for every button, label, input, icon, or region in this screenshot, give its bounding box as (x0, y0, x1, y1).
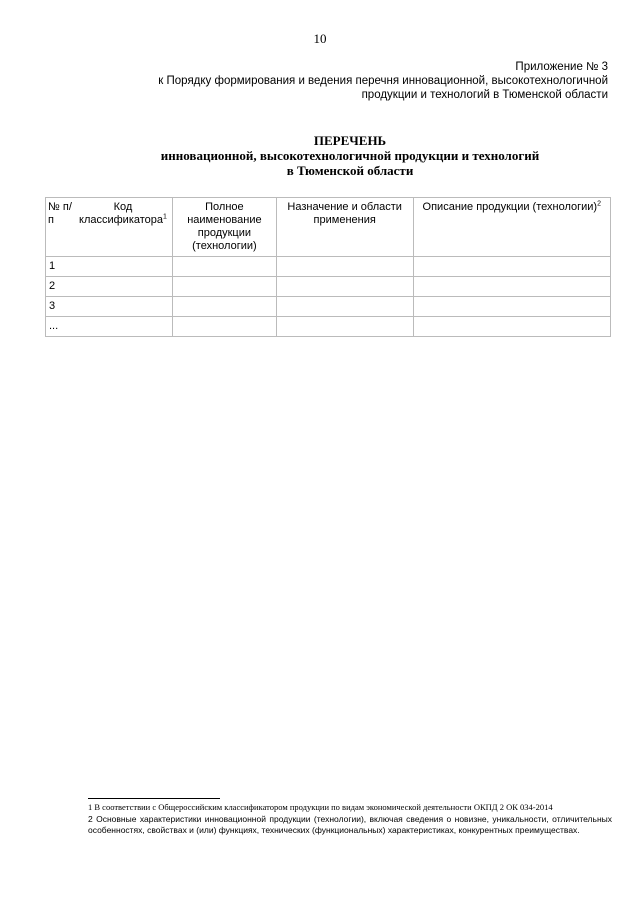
header-description-text: Описание продукции (технологии) (422, 201, 598, 213)
table-row (46, 257, 611, 277)
table-header-row (46, 198, 611, 257)
appendix-line-3: продукции и технологий в Тюменской области (361, 89, 608, 101)
row-number: 1 (46, 257, 173, 277)
document-title (0, 133, 640, 178)
table-row (46, 277, 611, 297)
row-cell (276, 277, 413, 297)
row-cell (172, 277, 276, 297)
row-cell (413, 317, 610, 337)
title-line-2: инновационной, высокотехнологичной продукции и технологий (160, 148, 540, 163)
row-number: 2 (46, 277, 173, 297)
footnote-1: 1 В соответствии с Общероссийским классификатором продукции по видам экономической деятельности ОКПД 2 ОК 034-2014 (88, 802, 553, 812)
title-line-3: в Тюменской области (286, 163, 414, 178)
header-name: Полное наименование продукции (технологии) (172, 198, 276, 257)
page-number: 10 (313, 31, 327, 46)
footnote-divider (88, 798, 220, 799)
header-code-footnote-mark: 1 (163, 213, 167, 221)
table-row (46, 297, 611, 317)
row-cell (413, 257, 610, 277)
header-num-code (46, 198, 173, 257)
header-code-text: Код классификатора (79, 201, 164, 226)
header-num: № п/п (48, 201, 72, 226)
row-cell (276, 317, 413, 337)
appendix-line-2: к Порядку формирования и ведения перечня инновационной, высокотехнологичной (158, 75, 608, 87)
row-cell (413, 277, 610, 297)
footnotes (88, 802, 612, 836)
header-code (74, 198, 172, 250)
header-description (413, 198, 610, 257)
row-number: ... (46, 317, 173, 337)
header-description-footnote-mark: 2 (597, 200, 601, 208)
row-cell (276, 297, 413, 317)
products-table (45, 197, 611, 337)
row-cell (276, 257, 413, 277)
header-purpose: Назначение и области применения (276, 198, 413, 257)
row-number: 3 (46, 297, 173, 317)
row-cell (413, 297, 610, 317)
footnote-2: 2 Основные характеристики инновационной продукции (технологии), включая сведения о новизне, уникальности, отличительных особенностях, свойствах и (или) функциях, технических (функциональных) характеристиках, конкурентных преимуществах. (88, 814, 612, 835)
row-cell (172, 297, 276, 317)
appendix-line-1: Приложение № 3 (515, 61, 608, 73)
title-line-1: ПЕРЕЧЕНЬ (313, 133, 387, 148)
appendix-header (108, 60, 608, 102)
row-cell (172, 317, 276, 337)
row-cell (172, 257, 276, 277)
table-row (46, 317, 611, 337)
